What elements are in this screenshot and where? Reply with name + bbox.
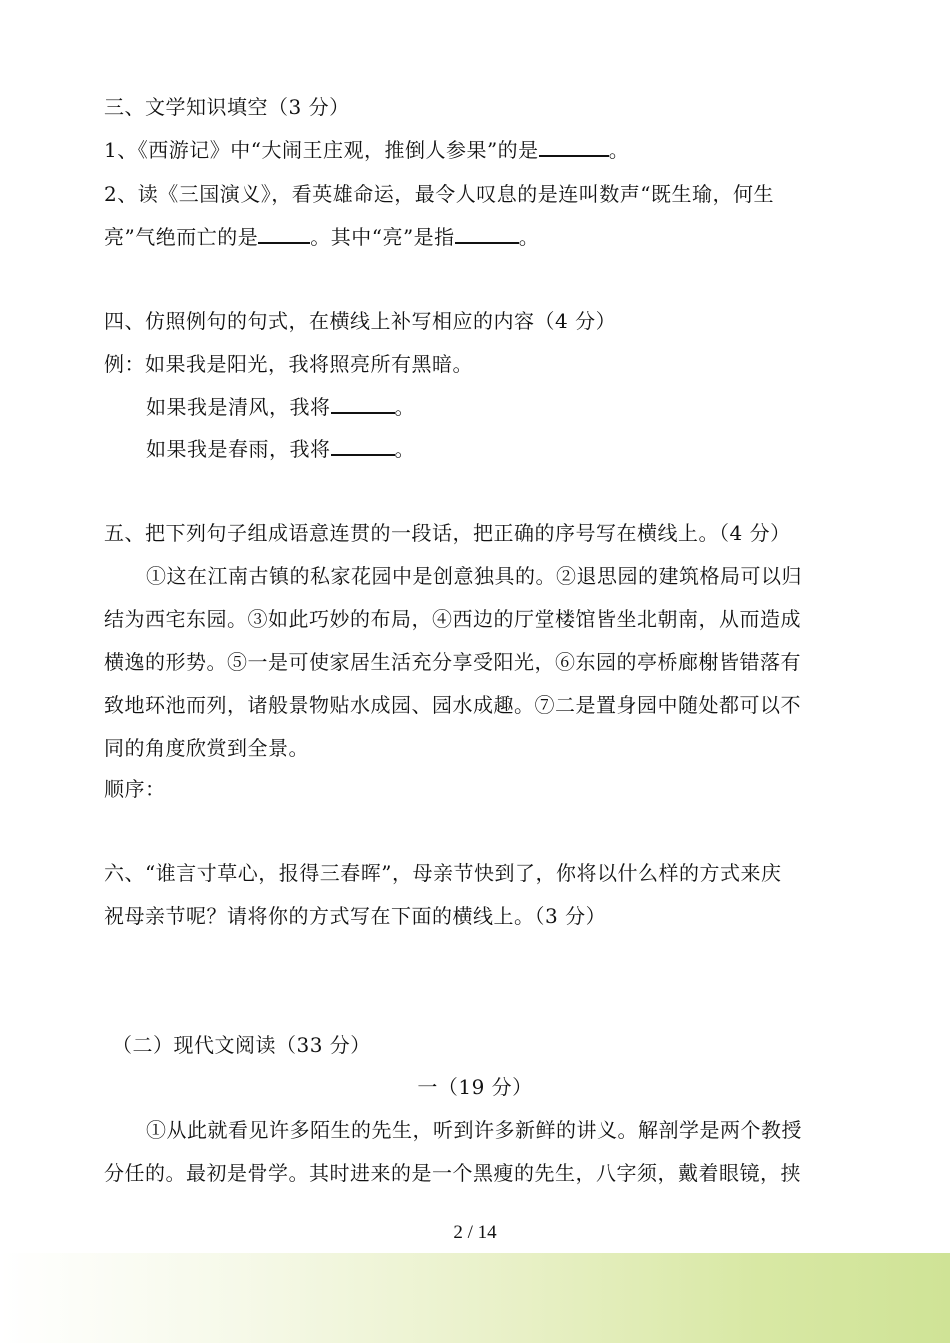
section5-para-line-1: ①这在江南古镇的私家花园中是创意独具的。②退思园的建筑格局可以归 <box>146 564 802 588</box>
section4-line-2 <box>146 435 415 463</box>
section4-example: 例：如果我是阳光，我将照亮所有黑暗。 <box>104 352 473 376</box>
section3-question-2-line2 <box>104 223 539 251</box>
section5-para-line-4: 致地环池而列，诸般景物贴水成园、园水成趣。⑦二是置身园中随处都可以不 <box>104 693 801 717</box>
q2-text-b: 。其中“亮”是指 <box>310 225 455 249</box>
section5-title: 五、把下列句子组成语意连贯的一段话，把正确的序号写在横线上。（4 分） <box>104 521 791 545</box>
s4-line2-end: 。 <box>394 437 415 461</box>
section5-para-line-3: 横逸的形势。⑤一是可使家居生活充分享受阳光，⑥东园的亭桥廊榭皆错落有 <box>104 650 801 674</box>
q2-text-a: 亮”气绝而亡的是 <box>104 225 259 249</box>
q2-answer-blank-2[interactable] <box>455 224 519 244</box>
s4-line1-text: 如果我是清风，我将 <box>146 395 331 419</box>
reading-part-title: 一（19 分） <box>417 1075 533 1099</box>
section5-para-line-5: 同的角度欣赏到全景。 <box>104 736 309 760</box>
q2-text-c: 。 <box>518 225 540 249</box>
q1-answer-blank[interactable] <box>539 137 609 157</box>
s4-line1-end: 。 <box>394 395 415 419</box>
section6-line-2: 祝母亲节呢？请将你的方式写在下面的横线上。（3 分） <box>104 904 607 928</box>
section4-line-1 <box>146 393 415 421</box>
page-number: 2 / 14 <box>453 1222 497 1243</box>
s4-answer-blank-1[interactable] <box>331 394 395 414</box>
s4-answer-blank-2[interactable] <box>331 436 395 456</box>
q1-end: 。 <box>608 138 630 162</box>
q1-text: 1、《西游记》中“大闹王庄观，推倒人参果”的是 <box>104 138 539 162</box>
s4-line2-text: 如果我是春雨，我将 <box>146 437 331 461</box>
reading-section-title: （二）现代文阅读（33 分） <box>112 1033 371 1057</box>
q2-answer-blank-1[interactable] <box>258 224 310 244</box>
section4-title: 四、仿照例句的句式，在横线上补写相应的内容（4 分） <box>104 309 617 333</box>
page-bottom-band <box>0 1253 950 1343</box>
reading-para-line-1: ①从此就看见许多陌生的先生，听到许多新鲜的讲义。解剖学是两个教授 <box>146 1118 802 1142</box>
section3-question-1 <box>104 136 629 164</box>
section3-question-2-line1: 2、读《三国演义》，看英雄命运，最令人叹息的是连叫数声“既生瑜，何生 <box>104 182 774 206</box>
section5-para-line-2: 结为西宅东园。③如此巧妙的布局，④西边的厅堂楼馆皆坐北朝南，从而造成 <box>104 607 801 631</box>
reading-para-line-2: 分任的。最初是骨学。其时进来的是一个黑瘦的先生，八字须，戴着眼镜，挟 <box>104 1161 801 1185</box>
section6-line-1: 六、“谁言寸草心，报得三春晖”，母亲节快到了，你将以什么样的方式来庆 <box>104 861 782 885</box>
section3-title: 三、文学知识填空（3 分） <box>104 95 350 119</box>
section5-order-label: 顺序： <box>104 777 166 801</box>
